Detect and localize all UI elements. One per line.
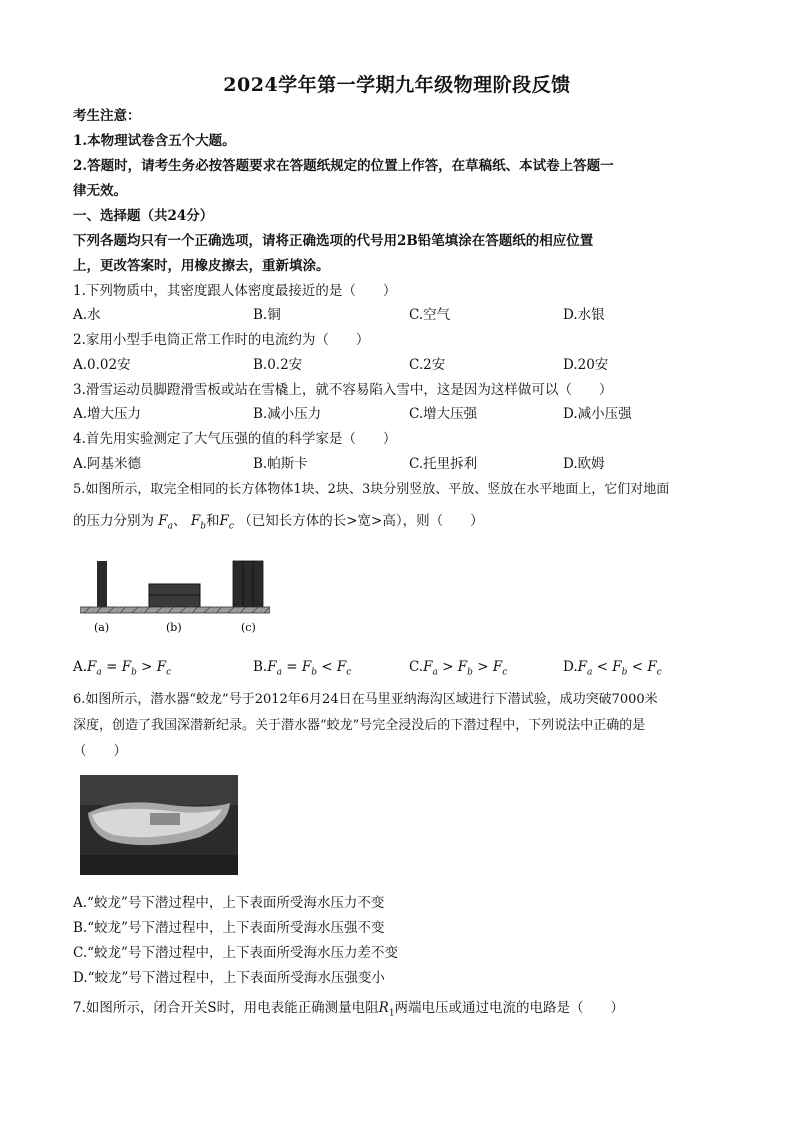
q6-stem-line3: （ ） <box>73 743 127 759</box>
section-instruction-line2: 上，更改答案时，用橡皮擦去，重新填涂。 <box>73 258 330 274</box>
q6-option-b: B.“蛟龙”号下潜过程中，上下表面所受海水压强不变 <box>73 920 385 936</box>
block-b-top <box>149 584 200 595</box>
block-c-2 <box>243 561 253 607</box>
q4-options <box>73 454 733 474</box>
section-instruction-line1: 下列各题均只有一个正确选项，请将正确选项的代号用2B铅笔填涂在答题纸的相应位置 <box>73 233 594 249</box>
q5-stem-line1: 5.如图所示，取完全相同的长方体物体1块、2块、3块分别竖放、平放、竖放在水平地面上，它们对地面 <box>73 482 670 497</box>
q5-sep: 、 <box>173 513 187 529</box>
q4-option-d: D.欧姆 <box>563 456 605 472</box>
notice-item-1: 1.本物理试卷含五个大题。 <box>73 133 236 149</box>
q5-force-b: $F_b$ <box>190 513 206 532</box>
q7-stem <box>73 998 624 1024</box>
fig-label-b: (b) <box>166 621 182 634</box>
fig-label-a: (a) <box>94 621 110 634</box>
q7-stem-post: 两端电压或通过电流的电路是（ ） <box>394 1000 625 1016</box>
q1-options <box>73 305 733 325</box>
q5-force-c: $F_c$ <box>219 513 234 532</box>
q5-stem-post: （已知长方体的长>宽>高），则（ ） <box>238 513 484 529</box>
block-c-1 <box>233 561 243 607</box>
q3-option-a: A.增大压力 <box>73 406 142 422</box>
block-a <box>97 561 107 607</box>
notice-item-2-line1: 2.答题时，请考生务必按答题要求在答题纸规定的位置上作答，在草稿纸、本试卷上答题一 <box>73 158 614 174</box>
q2-stem: 2.家用小型手电筒正常工作时的电流约为（ ） <box>73 332 370 348</box>
q5-stem-pre: 的压力分别为 <box>73 513 154 529</box>
q6-option-a: A.“蛟龙”号下潜过程中，上下表面所受海水压力不变 <box>73 895 385 911</box>
q5-option-d: $D.F_a < F_b < F_c$ <box>563 659 662 678</box>
q5-and: 和 <box>205 513 220 529</box>
q3-option-d: D.减小压强 <box>563 406 632 422</box>
q5-options <box>73 657 733 677</box>
q4-option-c: C.托里拆利 <box>409 456 478 472</box>
q2-option-b: B.0.2安 <box>253 357 303 373</box>
fig-label-c: (c) <box>241 621 256 634</box>
q5-force-a: $F_a$ <box>158 513 174 532</box>
q6-stem-line1: 6.如图所示，潜水器“蛟龙”号于2012年6月24日在马里亚纳海沟区域进行下潜试验，成功突破7000米 <box>73 692 658 707</box>
q5-option-c: $C.F_a > F_b > F_c$ <box>409 659 508 678</box>
q4-option-b: B.帕斯卡 <box>253 456 308 472</box>
q6-stem-line2: 深度，创造了我国深潜新纪录。关于潜水器“蛟龙”号完全浸没后的下潜过程中，下列说法中正确的是 <box>73 718 646 733</box>
q6-option-d: D.“蛟龙”号下潜过程中，上下表面所受海水压强变小 <box>73 970 385 986</box>
section-heading: 一、选择题（共24分） <box>73 208 214 224</box>
q3-stem: 3.滑雪运动员脚蹬滑雪板或站在雪橇上，就不容易陷入雪中，这是因为这样做可以（ ） <box>73 382 613 398</box>
q3-option-c: C.增大压强 <box>409 406 478 422</box>
notice-item-2-line2: 律无效。 <box>73 183 127 199</box>
q5-option-b: $B.F_a = F_b < F_c$ <box>253 659 352 678</box>
q4-option-a: A.阿基米德 <box>73 456 142 472</box>
jiaolong-photo <box>80 775 238 875</box>
q1-option-a: A.水 <box>73 307 101 323</box>
page-title: 2024学年第一学期九年级物理阶段反馈 <box>223 74 571 96</box>
q7-stem-pre: 7.如图所示，闭合开关S时，用电表能正确测量电阻 <box>73 1000 379 1016</box>
q3-options <box>73 404 733 424</box>
q6-option-c: C.“蛟龙”号下潜过程中，上下表面所受海水压力差不变 <box>73 945 398 961</box>
block-c-3 <box>253 561 263 607</box>
q5-stem-line2 <box>73 511 484 537</box>
q1-option-d: D.水银 <box>563 307 605 323</box>
q2-option-d: D.20安 <box>563 357 609 373</box>
notice-heading: 考生注意： <box>73 108 141 124</box>
q1-option-b: B.铜 <box>253 307 281 323</box>
q2-options <box>73 355 733 375</box>
q1-option-c: C.空气 <box>409 307 451 323</box>
block-b-bottom <box>149 595 200 607</box>
q2-option-c: C.2安 <box>409 357 446 373</box>
q5-option-a: $A.F_a = F_b > F_c$ <box>73 659 172 678</box>
q2-option-a: A.0.02安 <box>73 357 131 373</box>
q5-figure <box>80 556 270 636</box>
q7-resistor: $R_1$ <box>378 1000 395 1019</box>
q4-stem: 4.首先用实验测定了大气压强的值的科学家是（ ） <box>73 431 397 447</box>
q3-option-b: B.减小压力 <box>253 406 322 422</box>
q1-stem: 1.下列物质中，其密度跟人体密度最接近的是（ ） <box>73 283 397 299</box>
